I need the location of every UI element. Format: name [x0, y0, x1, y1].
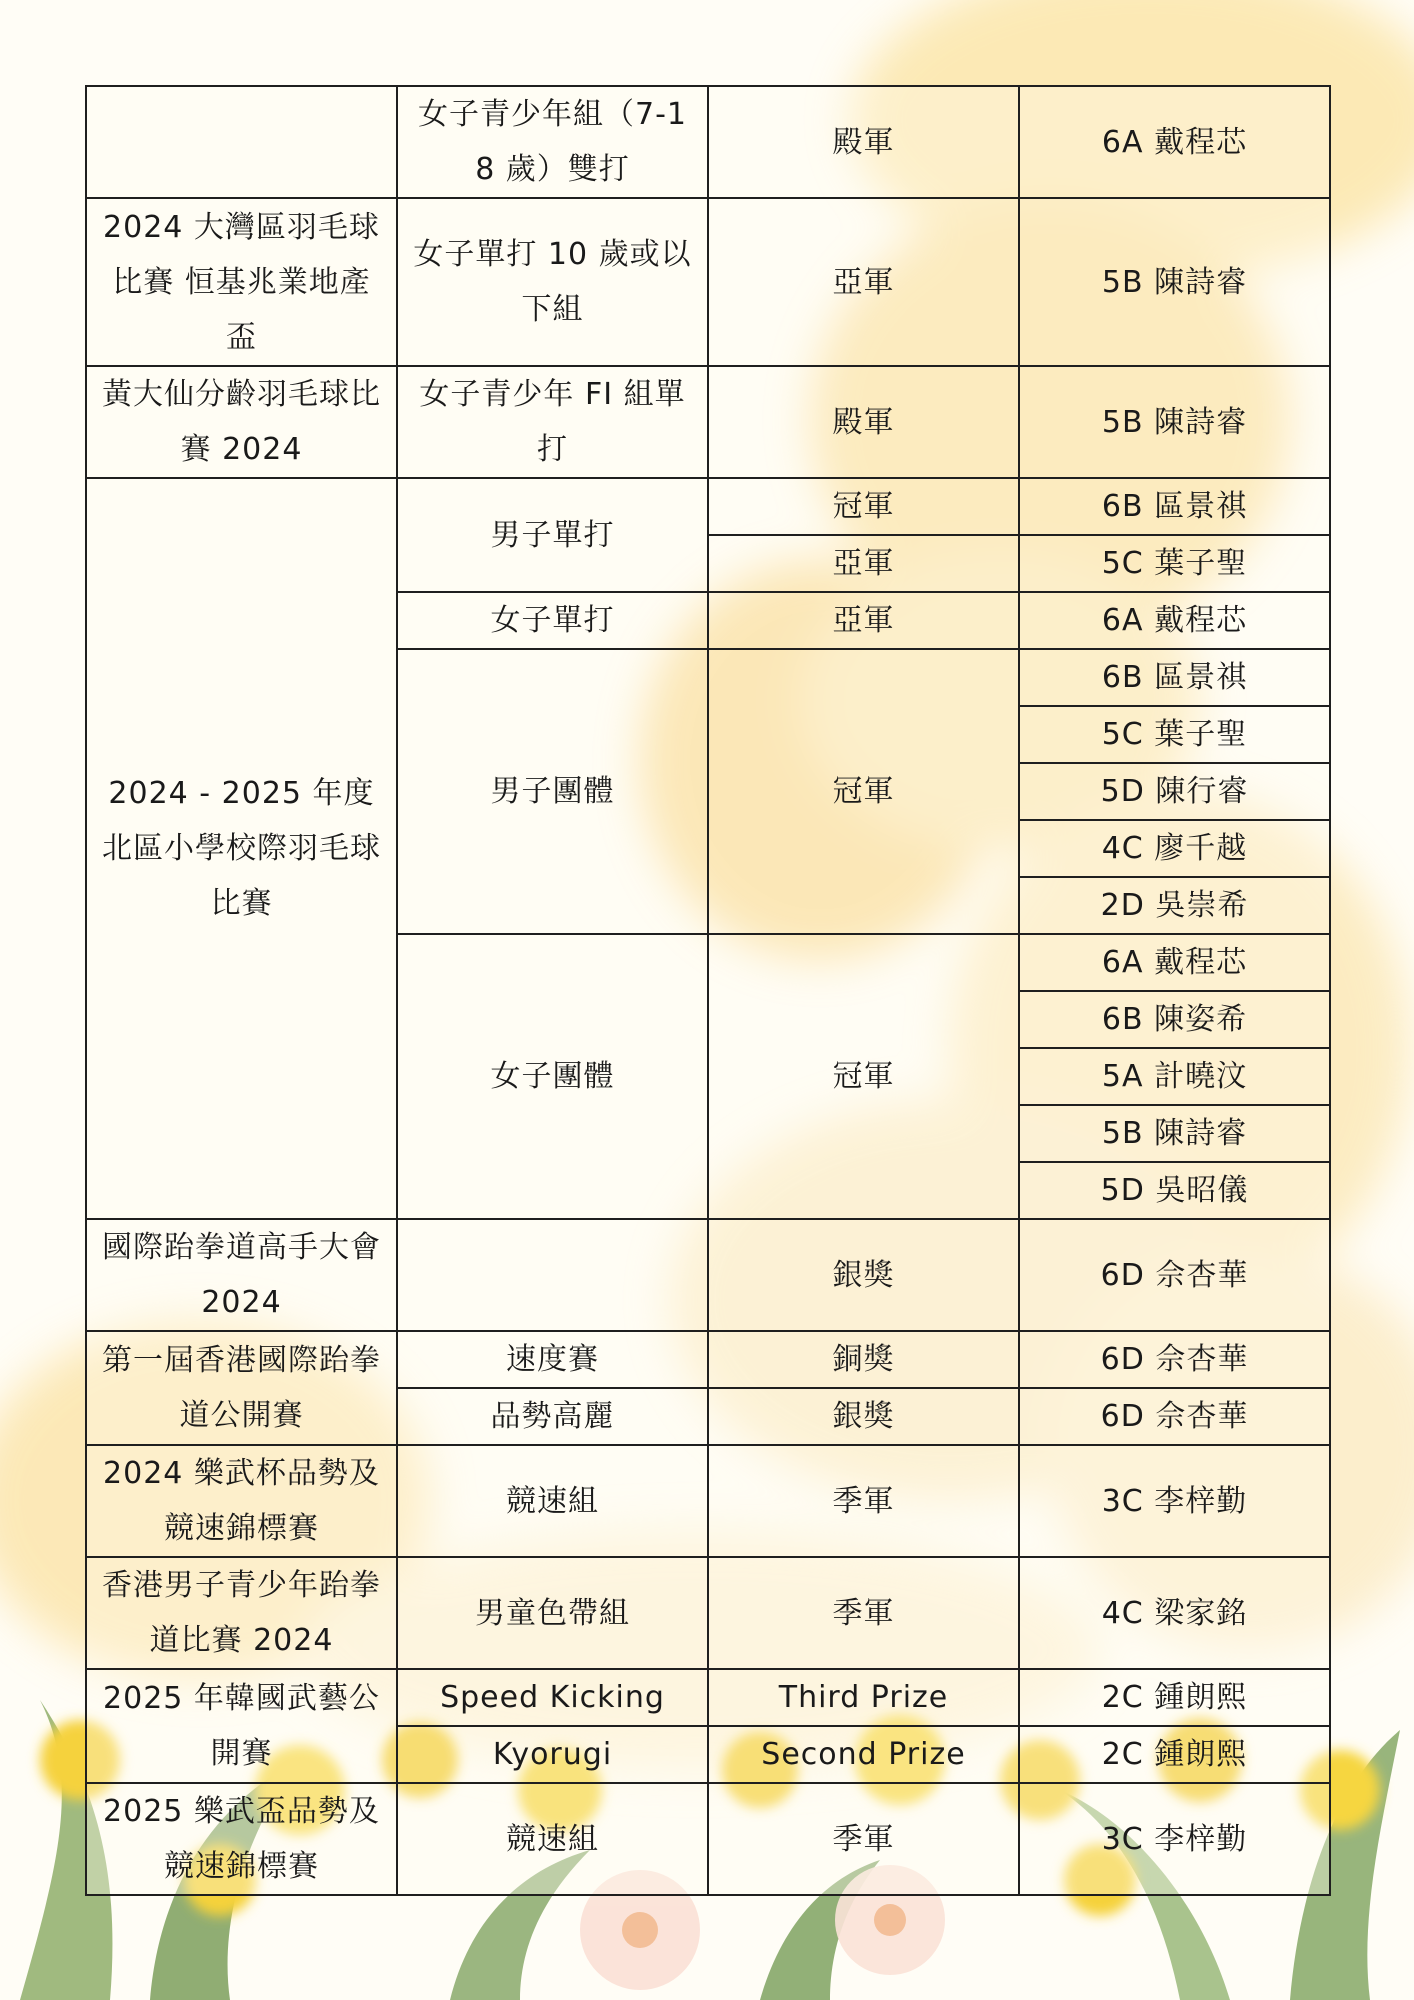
award-cell: 亞軍: [708, 198, 1019, 366]
winner-cell: 5A 計曉汶: [1019, 1048, 1330, 1105]
event-cell: 香港男子青少年跆拳道比賽 2024: [86, 1557, 397, 1669]
table-row: [86, 1669, 1330, 1726]
category-cell: 女子單打: [397, 592, 708, 649]
award-cell: 季軍: [708, 1783, 1019, 1895]
winner-cell: 6A 戴程芯: [1019, 934, 1330, 991]
award-cell: 亞軍: [708, 592, 1019, 649]
category-cell: 競速組: [397, 1445, 708, 1557]
category-cell: 男子單打: [397, 478, 708, 592]
category-cell: 女子青少年組（7-18 歲）雙打: [397, 86, 708, 198]
category-cell: 女子單打 10 歲或以下組: [397, 198, 708, 366]
category-cell: Speed Kicking: [397, 1669, 708, 1726]
winner-cell: 5D 吳昭儀: [1019, 1162, 1330, 1219]
winner-cell: 5B 陳詩睿: [1019, 366, 1330, 478]
winner-cell: 6D 佘杏華: [1019, 1331, 1330, 1388]
winner-cell: 2C 鍾朗熙: [1019, 1669, 1330, 1726]
table-row: [86, 366, 1330, 478]
event-cell: 2024 - 2025 年度北區小學校際羽毛球比賽: [86, 478, 397, 1219]
table-row: [86, 1783, 1330, 1895]
table-row: [86, 1557, 1330, 1669]
table-row: [86, 86, 1330, 198]
winner-cell: 6B 陳姿希: [1019, 991, 1330, 1048]
category-cell: [397, 1219, 708, 1331]
category-cell: 速度賽: [397, 1331, 708, 1388]
winner-cell: 5B 陳詩睿: [1019, 198, 1330, 366]
category-cell: 男童色帶組: [397, 1557, 708, 1669]
award-cell: 銀獎: [708, 1219, 1019, 1331]
award-cell: 銀獎: [708, 1388, 1019, 1445]
event-cell: 2024 樂武杯品勢及競速錦標賽: [86, 1445, 397, 1557]
winner-cell: 3C 李梓勤: [1019, 1783, 1330, 1895]
winner-cell: 2C 鍾朗熙: [1019, 1726, 1330, 1783]
category-cell: 女子團體: [397, 934, 708, 1219]
award-cell: 冠軍: [708, 934, 1019, 1219]
winner-cell: 5C 葉子聖: [1019, 706, 1330, 763]
category-cell: 男子團體: [397, 649, 708, 934]
winner-cell: 6D 佘杏華: [1019, 1219, 1330, 1331]
winner-cell: 2D 吳崇希: [1019, 877, 1330, 934]
winner-cell: 6B 區景祺: [1019, 478, 1330, 535]
award-cell: Second Prize: [708, 1726, 1019, 1783]
table-row: [86, 1445, 1330, 1557]
winner-cell: 5B 陳詩睿: [1019, 1105, 1330, 1162]
award-cell: 季軍: [708, 1445, 1019, 1557]
event-cell: [86, 86, 397, 198]
award-cell: 季軍: [708, 1557, 1019, 1669]
event-cell: 2025 樂武盃品勢及競速錦標賽: [86, 1783, 397, 1895]
category-cell: Kyorugi: [397, 1726, 708, 1783]
award-cell: 銅獎: [708, 1331, 1019, 1388]
event-cell: 第一屆香港國際跆拳道公開賽: [86, 1331, 397, 1445]
awards-table: [85, 85, 1331, 1896]
award-cell: Third Prize: [708, 1669, 1019, 1726]
winner-cell: 4C 廖千越: [1019, 820, 1330, 877]
winner-cell: 5C 葉子聖: [1019, 535, 1330, 592]
event-cell: 國際跆拳道高手大會 2024: [86, 1219, 397, 1331]
winner-cell: 6A 戴程芯: [1019, 86, 1330, 198]
winner-cell: 6A 戴程芯: [1019, 592, 1330, 649]
winner-cell: 6D 佘杏華: [1019, 1388, 1330, 1445]
award-cell: 殿軍: [708, 366, 1019, 478]
category-cell: 女子青少年 FI 組單打: [397, 366, 708, 478]
event-cell: 2024 大灣區羽毛球比賽 恒基兆業地產盃: [86, 198, 397, 366]
award-cell: 冠軍: [708, 649, 1019, 934]
table-row: [86, 198, 1330, 366]
winner-cell: 6B 區景祺: [1019, 649, 1330, 706]
winner-cell: 4C 梁家銘: [1019, 1557, 1330, 1669]
event-cell: 黃大仙分齡羽毛球比賽 2024: [86, 366, 397, 478]
award-cell: 殿軍: [708, 86, 1019, 198]
table-row: [86, 478, 1330, 535]
table-row: [86, 1219, 1330, 1331]
award-cell: 冠軍: [708, 478, 1019, 535]
table-row: [86, 1331, 1330, 1388]
category-cell: 品勢高麗: [397, 1388, 708, 1445]
winner-cell: 5D 陳行睿: [1019, 763, 1330, 820]
award-cell: 亞軍: [708, 535, 1019, 592]
category-cell: 競速組: [397, 1783, 708, 1895]
event-cell: 2025 年韓國武藝公開賽: [86, 1669, 397, 1783]
winner-cell: 3C 李梓勤: [1019, 1445, 1330, 1557]
